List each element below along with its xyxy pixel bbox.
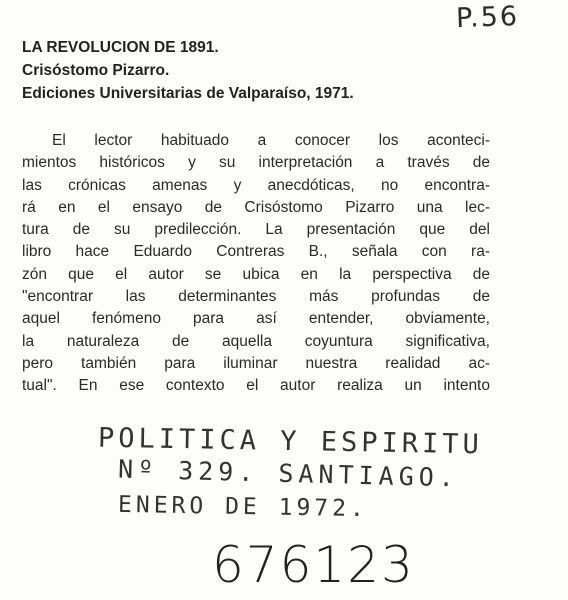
body-line: mientos históricos y su interpretación a través de <box>22 154 490 172</box>
body-line: zón que el autor se ubica en la perspectiva de <box>22 265 490 283</box>
book-author: Crisóstomo Pizarro. <box>22 62 170 79</box>
body-line: El lector habituado a conocer los aconteci- <box>52 132 490 149</box>
handwritten-issue-place: Nº 329. SANTIAGO. <box>117 454 460 493</box>
handwritten-source-journal: POLITICA Y ESPIRITU <box>97 422 484 461</box>
book-publisher: Ediciones Universitarias de Valparaíso, 1971. <box>22 85 354 102</box>
body-line: las crónicas amenas y anecdóticas, no encontra- <box>22 176 490 194</box>
handwritten-date: ENERO DE 1972. <box>117 491 369 523</box>
body-line: rá en el ensayo de Crisóstomo Pizarro una lec- <box>22 198 490 216</box>
body-line: la naturaleza de aquella coyuntura significativa, <box>22 332 490 350</box>
body-line: tual". En ese contexto el autor realiza un intento <box>22 377 490 395</box>
body-line: "encontrar las determinantes más profundas de <box>22 288 490 306</box>
body-line: aquel fenómeno para así entender, obviamente, <box>22 310 490 328</box>
handwritten-catalog-number: 676123 <box>212 536 415 594</box>
page-reference-note: P.56 <box>455 0 520 35</box>
book-title: LA REVOLUCION DE 1891. <box>22 39 219 56</box>
review-body <box>22 130 490 398</box>
body-line: pero también para iluminar nuestra realidad ac- <box>22 354 490 372</box>
book-heading <box>22 36 354 105</box>
body-line: tura de su predilección. La presentación que del <box>22 221 490 239</box>
body-line: libro hace Eduardo Contreras B., señala con ra- <box>22 243 490 261</box>
